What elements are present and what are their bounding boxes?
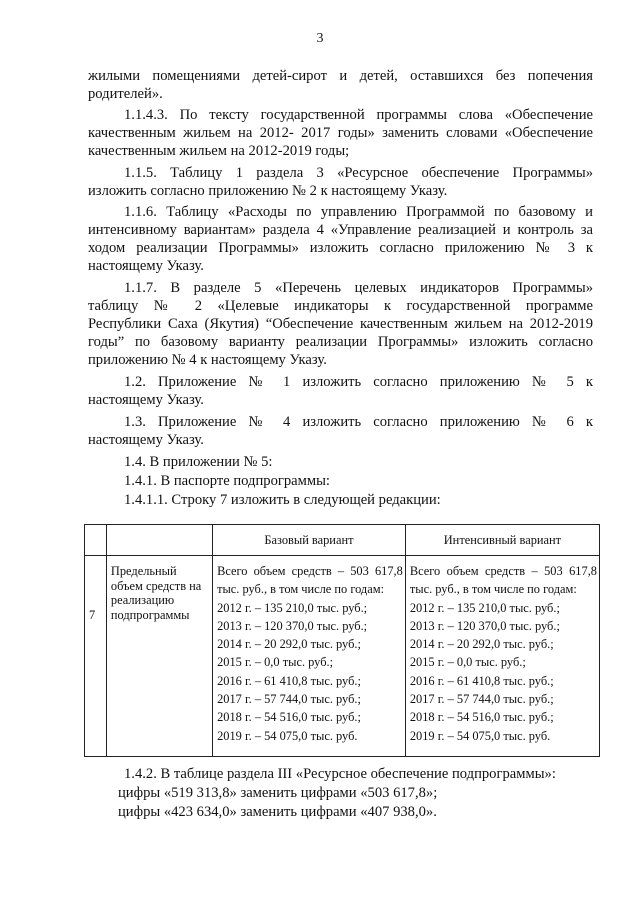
text-line: таблицу № 2 «Целевые индикаторы к государственной программе: [88, 298, 593, 314]
page-number: 3: [316, 31, 324, 46]
text-line: 1.1.4.3. По тексту государственной программы слова «Обеспечение: [124, 107, 593, 123]
table-row: [85, 556, 600, 757]
text-line: 1.4.2. В таблице раздела III «Ресурсное обеспечение подпрограммы»:: [124, 766, 556, 782]
text-line: Республики Саха (Якутия) “Обеспечение качественным жильем на 2012-2019: [88, 316, 593, 332]
intensive-value-line: 2016 г. – 61 410,8 тыс. руб.;: [409, 673, 554, 688]
text-line: ходом реализации Программы» изложить согласно приложению № 3 к: [88, 240, 593, 256]
text-line: цифры «423 634,0» заменить цифрами «407 938,0».: [118, 804, 437, 820]
base-value-line: 2014 г. – 20 292,0 тыс. руб.;: [217, 637, 361, 652]
text-line: настоящему Указу.: [88, 392, 204, 408]
intensive-value-line: 2018 г. – 54 516,0 тыс. руб.;: [409, 710, 554, 725]
text-line: годы” по базовому варианту реализации Программы» изложить согласно: [88, 334, 593, 350]
base-value-line: 2015 г. – 0,0 тыс. руб.;: [217, 655, 334, 670]
base-value-line: 2013 г. – 120 370,0 тыс. руб.;: [217, 618, 368, 633]
intensive-value-line: 2015 г. – 0,0 тыс. руб.;: [409, 655, 526, 670]
row-name: Предельный объем средств на реализацию подпрограммы: [106, 556, 212, 757]
text-line: настоящему Указу.: [88, 432, 204, 448]
base-value-line: 2018 г. – 54 516,0 тыс. руб.;: [217, 710, 361, 725]
text-line: изложить согласно приложению № 2 к настоящему Указу.: [88, 183, 448, 199]
text-line: 1.4. В приложении № 5:: [124, 454, 273, 470]
base-value-line: 2019 г. – 54 075,0 тыс. руб.: [217, 728, 358, 743]
text-line: 1.4.1.1. Строку 7 изложить в следующей редакции:: [124, 492, 441, 508]
text-line: 1.2. Приложение № 1 изложить согласно приложению № 5 к: [124, 374, 593, 390]
header-cell-base: Базовый вариант: [213, 525, 406, 556]
text-line: качественным жильем на 2012- 2017 годы» заменить словами «Обеспечение: [88, 125, 593, 141]
intensive-value-line: Всего объем средств – 503 617,8: [409, 564, 597, 578]
text-line: жилыми помещениями детей-сирот и детей, оставшихся без попечения: [88, 68, 593, 84]
header-cell-intensive: Интенсивный вариант: [405, 525, 599, 556]
intensive-value-line: 2014 г. – 20 292,0 тыс. руб.;: [409, 637, 554, 652]
text-line: цифры «519 313,8» заменить цифрами «503 617,8»;: [118, 785, 438, 801]
text-line: 1.1.6. Таблицу «Расходы по управлению Программой по базовому и: [124, 204, 593, 220]
base-value-line: 2016 г. – 61 410,8 тыс. руб.;: [217, 673, 361, 688]
text-line: приложению № 4 к настоящему Указу.: [88, 352, 327, 368]
text-line: 1.4.1. В паспорте подпрограммы:: [124, 473, 330, 489]
header-cell-name: [106, 525, 212, 556]
text-line: 1.3. Приложение № 4 изложить согласно приложению № 6 к: [124, 414, 593, 430]
intensive-value-line: 2013 г. – 120 370,0 тыс. руб.;: [409, 618, 560, 633]
resource-table: [84, 524, 600, 757]
base-values-cell: [213, 556, 406, 757]
text-line: интенсивному вариантам» раздела 4 «Управление реализацией и контроль за: [88, 222, 593, 238]
text-line: качественным жильем на 2012-2019 годы;: [88, 143, 350, 159]
base-value-line: Всего объем средств – 503 617,8: [217, 564, 403, 578]
base-value-line: 2017 г. – 57 744,0 тыс. руб.;: [217, 692, 361, 707]
base-value-line: 2012 г. – 135 210,0 тыс. руб.;: [217, 600, 368, 615]
intensive-value-line: тыс. руб., в том числе по годам:: [409, 582, 577, 597]
text-line: родителей».: [88, 86, 163, 102]
row-number: 7: [85, 556, 107, 757]
intensive-value-line: 2012 г. – 135 210,0 тыс. руб.;: [409, 600, 560, 615]
table-header-row: [85, 525, 600, 556]
intensive-value-line: 2019 г. – 54 075,0 тыс. руб.: [409, 728, 551, 743]
text-line: настоящему Указу.: [88, 258, 204, 274]
text-line: 1.1.7. В разделе 5 «Перечень целевых индикаторов Программы»: [124, 280, 593, 296]
intensive-values-cell: [405, 556, 599, 757]
base-value-line: тыс. руб., в том числе по годам:: [217, 582, 385, 597]
intensive-value-line: 2017 г. – 57 744,0 тыс. руб.;: [409, 692, 554, 707]
header-cell-number: [85, 525, 107, 556]
text-line: 1.1.5. Таблицу 1 раздела 3 «Ресурсное обеспечение Программы»: [124, 165, 593, 181]
